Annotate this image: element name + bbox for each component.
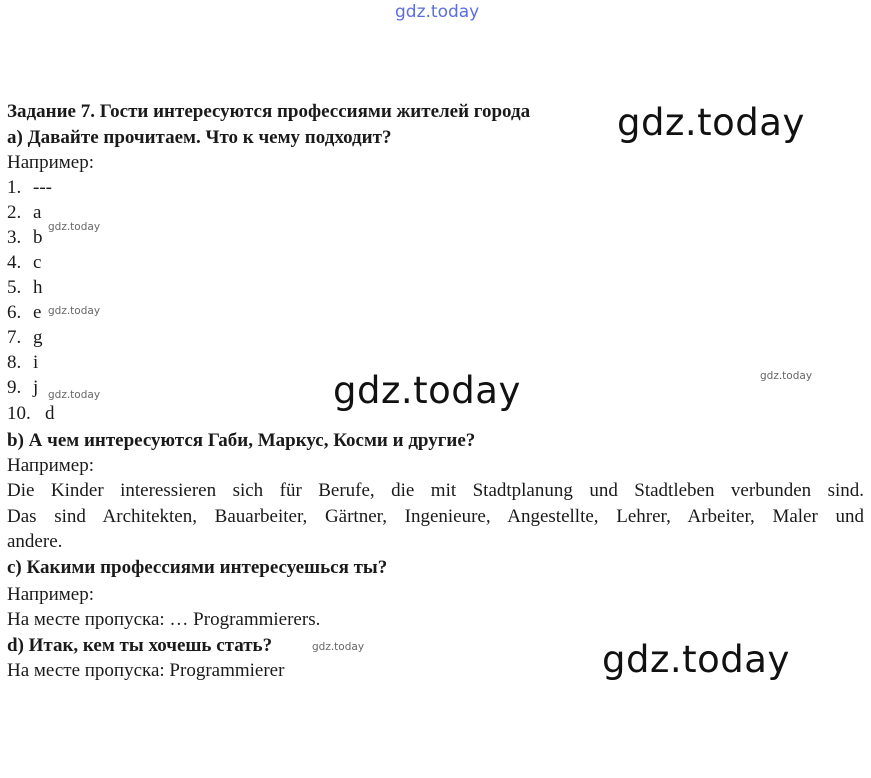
part-c-example-label: Например: — [7, 584, 94, 605]
answer-number: 1. — [7, 177, 22, 198]
part-d-heading: d) Итак, кем ты хочешь стать? — [7, 635, 273, 656]
task-title: Задание 7. Гости интересуются профессиями жителей города — [7, 101, 531, 122]
answer-item — [7, 351, 38, 375]
watermark-large: gdz.today — [617, 101, 805, 144]
answer-item — [7, 376, 38, 400]
part-b-text-line: Die Kinder interessieren sich für Berufe, die mit Stadtplanung und Stadtleben verbunden sind. — [7, 480, 864, 501]
watermark-small: gdz.today — [48, 221, 101, 233]
part-a-heading: а) Давайте прочитаем. Что к чему подходит? — [7, 127, 392, 148]
part-a-example-label: Например: — [7, 152, 94, 173]
watermark-large: gdz.today — [333, 369, 521, 412]
answer-value: --- — [33, 177, 52, 198]
part-c-heading: с) Какими профессиями интересуешься ты? — [7, 557, 388, 578]
answer-number: 8. — [7, 352, 22, 373]
watermark-small: gdz.today — [312, 641, 365, 653]
watermark-top: gdz.today — [395, 2, 480, 22]
part-b-example-label: Например: — [7, 455, 94, 476]
answer-number: 10. — [7, 403, 31, 424]
answer-value: d — [45, 403, 55, 424]
answer-number: 6. — [7, 302, 22, 323]
part-d-answer: На месте пропуска: Programmierer — [7, 660, 285, 681]
watermark-large: gdz.today — [602, 638, 790, 681]
answer-item — [7, 251, 41, 275]
answer-item — [7, 226, 43, 250]
answer-number: 9. — [7, 377, 22, 398]
answer-value: h — [33, 277, 43, 298]
answer-number: 5. — [7, 277, 22, 298]
answer-number: 3. — [7, 227, 22, 248]
answer-value: i — [33, 352, 39, 373]
answer-value: a — [33, 202, 42, 223]
answer-value: e — [33, 302, 42, 323]
part-b-heading: b) А чем интересуются Габи, Маркус, Косми и другие? — [7, 430, 476, 451]
answer-value: j — [33, 377, 39, 398]
answer-value: c — [33, 252, 42, 273]
answer-number: 4. — [7, 252, 22, 273]
part-b-text-line: andere. — [7, 531, 63, 552]
answer-item — [7, 176, 52, 200]
answer-item — [7, 326, 43, 350]
answer-item — [7, 201, 41, 225]
answer-item — [7, 301, 41, 325]
answer-number: 2. — [7, 202, 22, 223]
answer-item — [7, 276, 43, 300]
watermark-small: gdz.today — [760, 370, 813, 382]
watermark-small: gdz.today — [48, 389, 101, 401]
part-c-answer: На месте пропуска: … Programmierers. — [7, 609, 321, 630]
part-b-text-line: Das sind Architekten, Bauarbeiter, Gärtner, Ingenieure, Angestellte, Lehrer, Arbeiter, Maler und — [7, 506, 864, 527]
answer-number: 7. — [7, 327, 22, 348]
answer-value: g — [33, 327, 43, 348]
answer-value: b — [33, 227, 43, 248]
answer-item — [7, 402, 55, 426]
watermark-small: gdz.today — [48, 305, 101, 317]
